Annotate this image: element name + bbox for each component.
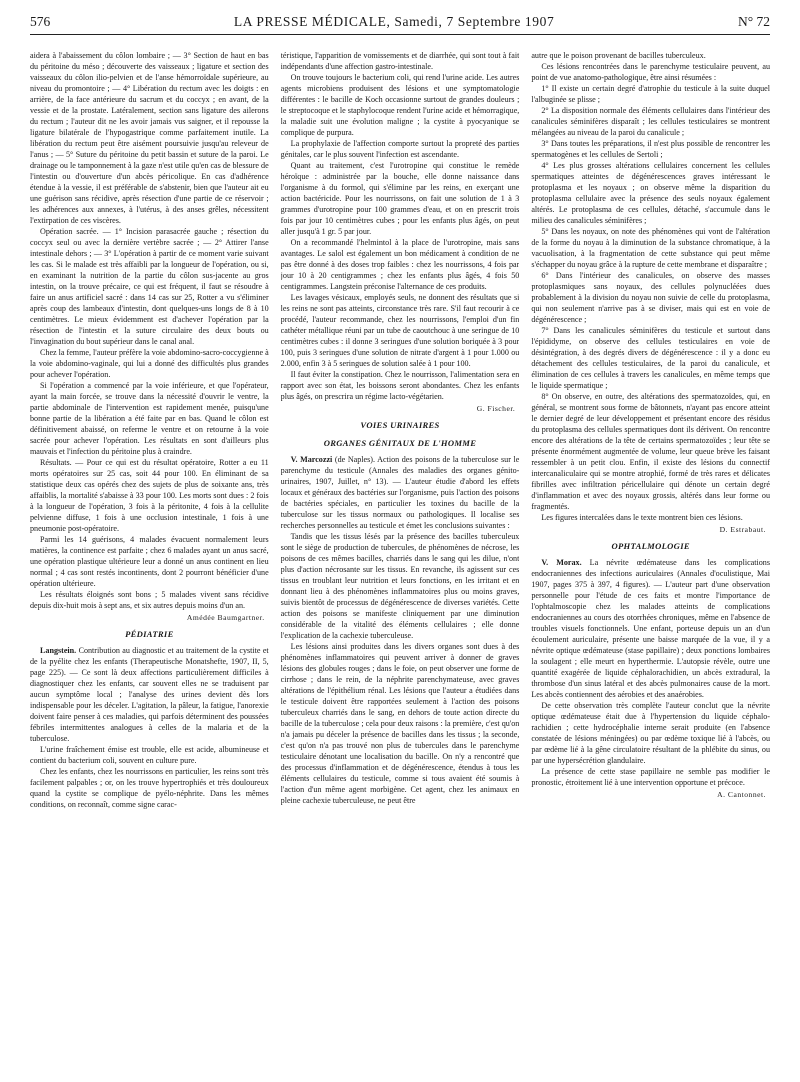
page-header [30, 14, 770, 35]
paragraph [281, 454, 520, 531]
paragraph: Si l'opération a commencé par la voie inférieure, et que l'opérateur, ayant la main forcée, se trouve dans la nécessité d'ouvrir le ventre, la partie abdominale de l'intervention est rapidement menée, puisqu'une bonne partie de la libération a été faite par en bas. Quand le côlon est définitivement abaissé, on referme le ventre et on retourne à la voie sacrée pour achever l'opération. Les résultats en sont d'ailleurs plus mauvais et l'infection du péritoine plus à craindre. [30, 381, 269, 456]
author-name: Langstein. [40, 646, 77, 655]
column-middle [281, 50, 520, 1072]
paragraph: Chez les enfants, chez les nourrissons en particulier, les reins sont très facilement palpables ; or, on les trouve hypertrophiés et très douloureux quand la cystite se complique de pyélo-néphrite. Dans les mêmes conditions, on reconnaît, comme signe carac- [30, 767, 269, 809]
paragraph: Parmi les 14 guérisons, 4 malades évacuent normalement leurs matières, la continence est parfaite ; chez 6 malades ayant un anus sacré, une opération plastique ultérieure leur a donné un anus continent en lieu normal ; 4 cas sont restés incontinents, dont 2 pourront bénéficier d'une opération ultérieure. [30, 535, 269, 588]
paragraph: 7° Dans les canalicules séminifères du testicule et surtout dans l'épididyme, on observe des cellules testiculaires en voie de désintégration, à des degrés divers de dégénérescence : il y a donc eu détachement des cellules testiculaires, de la paroi du canalicule, et élimination de ces cellules à travers les canalicules, en même temps que le liquide spermatique ; [531, 326, 771, 390]
paragraph: Quant au traitement, c'est l'urotropine qui constitue le remède héroïque : administrée par la bouche, elle donne naissance dans l'organisme à du formol, qui s'élimine par les reins, en exerçant une action bactéricide. Pour les nourrissons, on fait une solution de 1 à 3 grammes d'urotropine pour 100 grammes d'eau, et on en prescrit trois fois par jour 10 centimètres cubes ; pour les enfants plus âgés, on peut aller jusqu'à 1 gr. 5 par jour. [280, 161, 520, 236]
page-number: 576 [30, 14, 51, 29]
paragraph: téristique, l'apparition de vomissements et de diarrhée, qui sont tout à fait indépendants d'une affection gastro-intestinale. [280, 51, 520, 71]
paragraph: De cette observation très complète l'auteur conclut que la névrite optique œdémateuse était due à l'hypertension du liquide céphalo-rachidien ; cette hydrocéphalie interne serait produite (en l'absence constatée de lésions méningées) ou par œdème toxique lié à l'abcès, ou par œdème lié à la gêne circulatoire résultant de la phlébite du sinus, ou par une hypersécrétion glandulaire. [531, 701, 771, 765]
abstract-text: (de Naples). Action des poisons de la tuberculose sur le parenchyme du testicule (Annales des maladies des organes génito-urinaires, 1907, Juillet, n° 13). — L'auteur étudie d'abord les effets locaux et généraux des bactéries sur l'organisme, puis l'action des poisons de bactéries spéciales, en particulier les toxines du bacille de la tuberculose sur les tissus normaux ou pathologiques. Il localise ses recherches personnelles au testicule et émet les conclusions suivantes : [280, 454, 520, 530]
paragraph: autre que le poison provenant de bacilles tuberculeux. [531, 51, 706, 60]
subsection-heading-organes: ORGANES GÉNITAUX DE L'HOMME [323, 438, 477, 448]
paragraph [531, 557, 770, 700]
paragraph: Il faut éviter la constipation. Chez le nourrisson, l'alimentation sera en rapport avec son état, les boissons seront abondantes. Chez les enfants plus âgés, on prescrira un régime lacto-végétarien. [280, 370, 520, 401]
paragraph [30, 645, 269, 744]
paragraph: Les lavages vésicaux, employés seuls, ne donnent des résultats que si les reins ne sont pas atteints, circonstance très rare. S'il faut recourir à ce procédé, l'auteur recommande, chez les nourrissons, l'emploi d'un fin cathéter métallique réuni par un tube de caoutchouc à une seringue de 10 centimètres cubes : il donne 3 seringues d'une solution boriquée à 3 pour 100, puis 3 seringues d'une solution de nitrate d'argent à 1 pour 1.000 ou 2.000, enfin 3 à 5 seringues de solution salée à 1 pour 100. [280, 293, 520, 368]
paragraph: Opération sacrée. — 1° Incision parasacrée gauche ; résection du coccyx seul ou avec la dernière vertèbre sacrée ; — 2° Attirer l'anse intestinale dehors ; — 3° L'opération à partir de ce moment varie suivant les cas. Si le malade est très affaibli par la longueur de l'opération, ou si, en examinant la nutrition de la partie du côlon sus-jacente au gros intestin, on la trouve précaire, ce qui est fréquent, il faut se résoudre à faire un anus artificiel sacré : dans 14 cas sur 25, Rotter a vu s'éliminer après coup des lambeaux d'intestin, dont quelques-uns longs de 8 à 10 centimètres. Le mieux évidemment est d'achever l'opération par la résection de l'intestin et la suture circulaire des deux bouts ou l'invagination du bout supérieur dans le canal anal. [30, 227, 269, 346]
paragraph: 2° La disposition normale des éléments cellulaires dans l'intérieur des canalicules séminifères disparaît ; les cellules testiculaires se montrent mélangées au niveau de la paroi du canalicule ; [531, 106, 771, 137]
paragraph: Ces lésions rencontrées dans le parenchyme testiculaire peuvent, au point de vue anatomo-pathologique, être ainsi résumées : [531, 62, 771, 82]
paragraph: 3° Dans toutes les préparations, il n'est plus possible de rencontrer les spermatogènes et les cellules de Sertoli ; [531, 139, 771, 159]
section-heading-voies-urinaires: VOIES URINAIRES [360, 420, 440, 431]
abstract-text: La névrite œdémateuse dans les complications endocraniennes des infections auriculaires (Annales d'oculistique, Mai 1907, pages 375 à 397, 4 figures). — L'auteur part d'une observation personnelle pour l'étude de ces faits et montre l'importance de l'ophtalmoscopie chez les malades atteints de complications endocraniennes au cours des otorrhées chroniques, même en l'absence de troubles visuels fonctionnels. Une enfant, porteuse depuis un an d'un écoulement auriculaire, présente une baisse marquée de la vue, il y a névrite optique œdémateuse (stase papillaire) ; deux ponctions lombaires la soulagent ; elle meurt en hyperthermie. L'autopsie révèle, outre une quantité exagérée de liquide céphalorachidien, un abcès extradural, la thrombose d'un sinus latéral et des abcès pulmonaires cause de la mort. Les abcès contiennent des aérobies et des anaérobies. [531, 558, 771, 699]
paragraph: 6° Dans l'intérieur des canalicules, on observe des masses protoplasmiques sans noyaux, des cellules polynucléées dues probablement à la division du noyau non suivie de celle du protoplasma, qui non seulement n'arrive pas à se diviser, mais qui est en voie de dégénérescence ; [531, 271, 771, 324]
paragraph: 5° Dans les noyaux, on note des phénomènes qui vont de l'altération de la forme du noyau à la diminution de la substance chromatique, à la vacuolisation, à la fragmentation de cette substance qui peut même s'échapper du noyau grâce à la rupture de cette membrane et disparaître ; [531, 227, 771, 269]
paragraph: 1° Il existe un certain degré d'atrophie du testicule à la suite duquel l'albuginée se plisse ; [531, 84, 771, 104]
paragraph: Chez la femme, l'auteur préfère la voie abdomino-sacro-coccygienne à la voie abdomino-vaginale, qui lui a donné des difficultés plus grandes pour achever l'opération. [30, 348, 269, 379]
column-right [531, 50, 770, 1072]
paragraph: La présence de cette stase papillaire ne semble pas modifier le pronostic, étroitement lié à une intervention opportune et précoce. [531, 767, 771, 787]
column-left [30, 50, 269, 1072]
article-columns [30, 50, 770, 1072]
paragraph: L'urine fraîchement émise est trouble, elle est acide, albumineuse et contient du bacterium coli, souvent en culture pure. [30, 745, 269, 765]
section-heading-ophtalmologie: OPHTALMOLOGIE [611, 541, 690, 552]
paragraph: 4° Les plus grosses altérations cellulaires concernent les cellules spermatiques atteintes de dégénérescences graves intéressant le protoplasma et les noyaux ; on observe même la disparition du protoplasma cellulaire avec la présence des seuls noyaux également altérés. Le protoplasma de ces cellules, détaché, s'accumule dans le milieu des canalicules séminifères ; [531, 161, 771, 225]
paragraph: Tandis que les tissus lésés par la présence des bacilles tuberculeux sont le siège de production de tubercules, de phénomènes de nécrose, les poisons de ces mêmes bacilles, charriés dans le sang qui les dilue, n'ont plus d'action nécrosante sur les tissus. En revanche, ils agissent sur ces tissus en troublant leur nutrition et leurs fonctions, en les irritant et en donnant lieu à des phénomènes inflammatoires plus ou moins graves, suivis bientôt de processus de dégénérescence de diverses variétés. Cette action des poisons se manifeste cliniquement par une diminution considérable de la vitalité des éléments cellulaires ; elle donne l'explication de la cachexie tuberculeuse. [280, 531, 520, 640]
author-signature: Amédée Baumgartner. [186, 613, 265, 622]
journal-title: LA PRESSE MÉDICALE, Samedi, 7 Septembre 1907 [233, 14, 555, 29]
author-name: V. Morax. [541, 558, 582, 567]
author-signature: D. Estrabaut. [719, 525, 767, 534]
paragraph: 8° On observe, en outre, des altérations des spermatozoïdes, qui, en général, se montrent sous forme de bâtonnets, n'ayant pas encore atteint le dernier degré de leur développement et présentant encore des résidus du protoplasma des cellules spermatiques dont ils dérivent. On rencontre encore des altérations de la tête de certains spermatozoïdes ; leur tête se présente énormément augmentée de volume, leur queue brève les faisant ressembler à un petit clou. Enfin, il existe des lésions du connectif intercanaliculaire qui se montre atrophié, formé de très rares et délicates fibrilles avec infiltration péricellulaire qui dénote un certain degré d'inflammation et avec des noyaux grossis, altérés dans leur forme ou fragmentés. [531, 392, 771, 511]
paragraph: aidera à l'abaissement du côlon lombaire ; — 3° Section de haut en bas du péritoine du méso ; découverte des vaisseaux ; ligature et section des vaisseaux du côlon ilio-pelvien et de l'anse hémorroïdale supérieure, au niveau du promontoire ; — 4° Libération du rectum avec les doigts : en arrière, de la face antérieure du sacrum et du coccyx ; en avant, de la vessie et de la prostate. Latéralement, section sans ligature des ailerons du rectum ; l'auteur dit ne les avoir jamais vus saigner, et il repousse la ligature bilatérale de l'hypogastrique comme parfaitement inutile. La libération du rectum peut être aisément poursuivie jusqu'au releveur de l'anus ; — 5° Suture du péritoine du petit bassin et suture de la paroi. Le drainage ou le tamponnement à la gaze n'est utile qu'en cas de blessure de l'intestin ou d'ouverture d'un abcès péricolique. En cas d'adhérence étendue à la vessie, il est préférable de s'abstenir, bien que l'auteur ait eu une guérison sans récidive, après résection d'une partie de ce réservoir ; les adhérences aux annexes, à l'utérus, à des anses grêles, nécessitent l'extirpation de ces viscères. [30, 51, 269, 225]
paragraph: Les lésions ainsi produites dans les divers organes sont dues à des phénomènes inflammatoires qui peuvent arriver à donner de graves lésions des globules rouges ; dans le foie, on peut observer une forme de cirrhose ; dans le rein, de la néphrite parenchymateuse, avec graves altérations de l'épithélium rénal. Les lésions que l'auteur a étudiées dans le testicule doivent être rapportées seulement à l'action des poisons tuberculeux charriés dans le sang, en dehors de toute action directe du bacille de la tuberculose ; cela pour deux raisons : la première, c'est qu'on n'a jamais pu déceler la présence de bacilles dans les tissus ; la seconde, c'est qu'on n'a pas trouvé non plus de tubercules dans le parenchyme testiculaire dénotant une localisation du bacille. On n'y a rencontré que des processus d'inflammation et de dégénérescence, étendus à tous les éléments cellulaires du testicule, comme si tous avaient été soumis à l'action d'un même agent morbigène. Cet agent, chez les animaux en pleine cachexie tuberculeuse, ne peut être [280, 641, 520, 805]
paragraph: On a recommandé l'helmintol à la place de l'urotropine, mais sans avantages. Le salol est également un bon médicament à condition de ne pas être donné à des doses trop faibles : chez les nourrissons, 4 fois par jour 10 à 20 centigrammes ; chez les enfants plus âgés, 4 fois 50 centigrammes. Langstein préconise l'alternance de ces produits. [280, 238, 520, 291]
paragraph: La prophylaxie de l'affection comporte surtout la propreté des parties génitales, car le plus souvent l'infection est ascendante. [280, 139, 520, 159]
author-signature: A. Cantonnet. [717, 790, 767, 799]
paragraph: Résultats. — Pour ce qui est du résultat opératoire, Rotter a eu 11 morts opératoires sur 25 cas, soit 44 pour 100. En éliminant de sa statistique deux cas opérés chez des sujets de plus de soixante ans, très affaiblis, la mortalité s'abaisse à 33 pour 100. Les morts sont dues : 2 fois à la longueur de l'opération, 3 fois à la péritonite, 4 fois à la cellulite pelvienne diffuse, 1 fois à une occlusion intestinale, 1 fois à une pneumonie post-opératoire. [30, 458, 269, 533]
author-name: V. Marcozzi [290, 454, 333, 464]
author-signature: G. Fischer. [476, 404, 516, 413]
paragraph: On trouve toujours le bacterium coli, qui rend l'urine acide. Les autres agents microbiens produisent des lésions et une symptomatologie différentes : le bacille de Koch occasionne surtout de grandes douleurs ; le streptocoque et le staphylocoque rendent l'urine acide et hémorragique, la maladie suit une évolution maligne ; la cystite à pyocyanique se complique de purpura. [280, 73, 520, 137]
issue-number: N° 72 [737, 14, 770, 29]
section-heading-pediatrie: PÉDIATRIE [125, 629, 174, 640]
abstract-text: Contribution au diagnostic et au traitement de la cystite et de la pyélite chez les enfants (Therapeutische Monatshefte, 1907, II, 5, page 225). — Ce sont là deux affections particulièrement difficiles à diagnostiquer chez les enfants, car souvent elles ne se traduisent par aucun symptôme local ; l'analyse des urines devient dès lors indispensable pour les déceler. L'agitation, la pâleur, la fatigue, l'anorexie doivent faire penser à ces maladies, qui parfois déterminent des poussées fébriles intermittentes analogues à celles de la malaria et de la tuberculose. [30, 646, 269, 743]
paragraph: Les figures intercalées dans le texte montrent bien ces lésions. [541, 513, 743, 522]
paragraph: Les résultats éloignés sont bons ; 5 malades vivent sans récidive depuis dix-huit mois à sept ans, et six autres depuis moins d'un an. [30, 590, 269, 610]
